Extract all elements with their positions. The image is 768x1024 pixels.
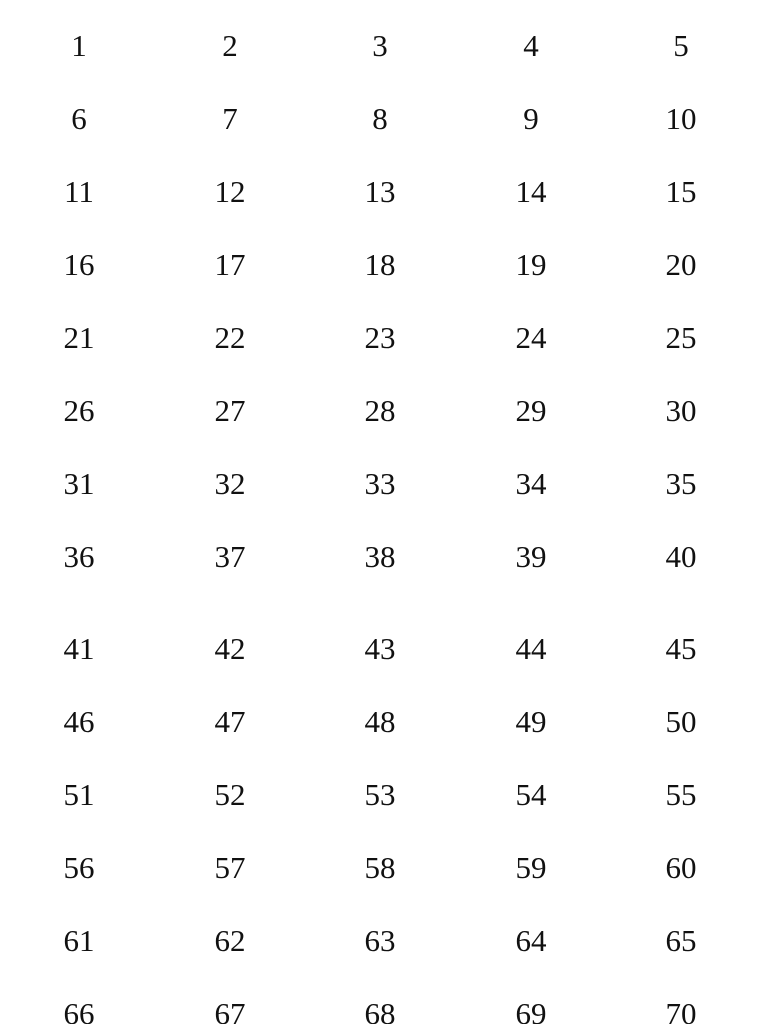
grid-row	[0, 391, 768, 431]
grid-cell: 68	[364, 996, 396, 1024]
grid-cell: 40	[665, 539, 697, 574]
grid-row	[0, 994, 768, 1024]
grid-row	[0, 318, 768, 358]
grid-row	[0, 702, 768, 742]
grid-cell: 64	[515, 923, 547, 958]
grid-cell: 23	[364, 320, 396, 355]
grid-cell: 30	[665, 393, 697, 428]
grid-cell: 62	[214, 923, 246, 958]
grid-cell: 33	[364, 466, 396, 501]
grid-cell: 39	[515, 539, 547, 574]
grid-cell: 5	[673, 28, 689, 63]
grid-cell: 10	[665, 101, 697, 136]
grid-cell: 29	[515, 393, 547, 428]
grid-cell: 25	[665, 320, 697, 355]
grid-cell: 41	[63, 631, 95, 666]
grid-cell: 61	[63, 923, 95, 958]
grid-cell: 19	[515, 247, 547, 282]
grid-cell: 15	[665, 174, 697, 209]
grid-cell: 52	[214, 777, 246, 812]
grid-cell: 21	[63, 320, 95, 355]
grid-cell: 9	[523, 101, 539, 136]
grid-cell: 56	[63, 850, 95, 885]
grid-cell: 38	[364, 539, 396, 574]
grid-cell: 31	[63, 466, 95, 501]
grid-cell: 70	[665, 996, 697, 1024]
grid-cell: 2	[222, 28, 238, 63]
grid-cell: 59	[515, 850, 547, 885]
grid-cell: 44	[515, 631, 547, 666]
grid-cell: 66	[63, 996, 95, 1024]
grid-cell: 34	[515, 466, 547, 501]
grid-cell: 7	[222, 101, 238, 136]
grid-row	[0, 99, 768, 139]
grid-cell: 36	[63, 539, 95, 574]
grid-cell: 4	[523, 28, 539, 63]
grid-cell: 6	[71, 101, 87, 136]
grid-cell: 22	[214, 320, 246, 355]
grid-row	[0, 245, 768, 285]
grid-cell: 51	[63, 777, 95, 812]
grid-cell: 3	[372, 28, 388, 63]
grid-cell: 35	[665, 466, 697, 501]
grid-row	[0, 26, 768, 66]
grid-cell: 54	[515, 777, 547, 812]
grid-row	[0, 775, 768, 815]
grid-cell: 24	[515, 320, 547, 355]
grid-cell: 1	[71, 28, 87, 63]
grid-cell: 26	[63, 393, 95, 428]
grid-cell: 32	[214, 466, 246, 501]
grid-cell: 20	[665, 247, 697, 282]
grid-cell: 28	[364, 393, 396, 428]
grid-cell: 14	[515, 174, 547, 209]
grid-cell: 45	[665, 631, 697, 666]
grid-cell: 18	[364, 247, 396, 282]
grid-cell: 63	[364, 923, 396, 958]
grid-cell: 58	[364, 850, 396, 885]
grid-cell: 67	[214, 996, 246, 1024]
grid-cell: 69	[515, 996, 547, 1024]
grid-row	[0, 848, 768, 888]
grid-cell: 17	[214, 247, 246, 282]
grid-cell: 47	[214, 704, 246, 739]
grid-row	[0, 537, 768, 577]
grid-cell: 48	[364, 704, 396, 739]
grid-cell: 55	[665, 777, 697, 812]
grid-cell: 57	[214, 850, 246, 885]
grid-cell: 43	[364, 631, 396, 666]
grid-cell: 49	[515, 704, 547, 739]
grid-cell: 27	[214, 393, 246, 428]
grid-cell: 65	[665, 923, 697, 958]
grid-cell: 50	[665, 704, 697, 739]
grid-row	[0, 921, 768, 961]
grid-cell: 11	[64, 174, 94, 209]
grid-cell: 37	[214, 539, 246, 574]
grid-cell: 46	[63, 704, 95, 739]
grid-cell: 42	[214, 631, 246, 666]
grid-row	[0, 464, 768, 504]
grid-row	[0, 629, 768, 669]
grid-row	[0, 172, 768, 212]
grid-cell: 53	[364, 777, 396, 812]
grid-cell: 16	[63, 247, 95, 282]
grid-cell: 13	[364, 174, 396, 209]
grid-cell: 60	[665, 850, 697, 885]
grid-cell: 8	[372, 101, 388, 136]
grid-cell: 12	[214, 174, 246, 209]
